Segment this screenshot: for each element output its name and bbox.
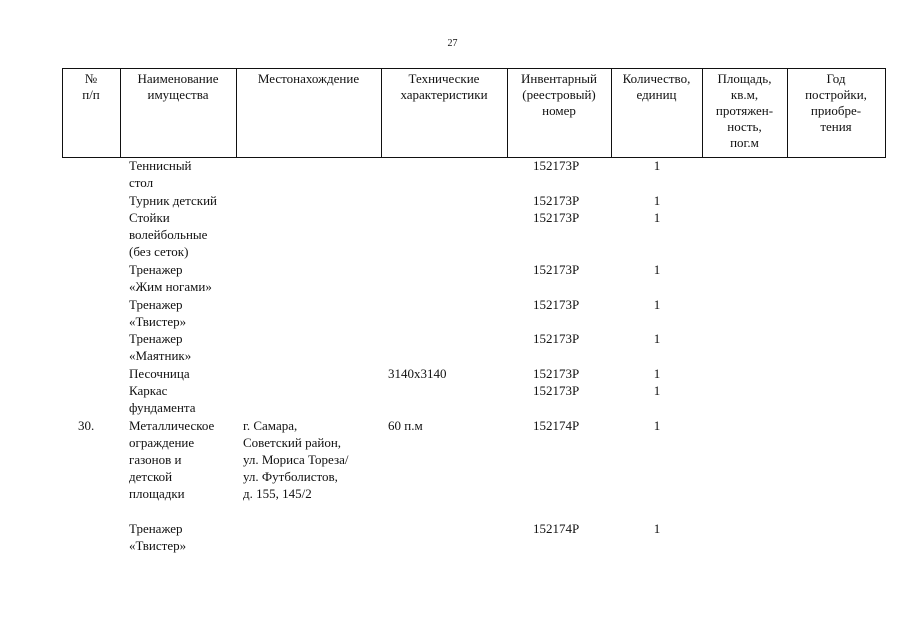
item-name: Тренажер «Твистер» bbox=[129, 521, 187, 553]
header-quantity: Количество, единиц bbox=[622, 71, 691, 102]
table-header bbox=[62, 68, 886, 158]
inventory-number: 152173Р bbox=[533, 331, 580, 346]
inventory-number: 152173Р bbox=[533, 262, 580, 277]
header-location: Местонахождение bbox=[257, 71, 360, 86]
inventory-number: 152174Р bbox=[533, 521, 580, 536]
inventory-number: 152174Р bbox=[533, 418, 580, 433]
header-area: Площадь, кв.м, протяжен- ность, пог.м bbox=[715, 71, 774, 150]
quantity: 1 bbox=[653, 297, 661, 312]
quantity: 1 bbox=[653, 383, 661, 398]
tech-characteristics: 3140х3140 bbox=[388, 366, 447, 381]
header-name: Наименование имущества bbox=[137, 71, 219, 102]
quantity: 1 bbox=[653, 366, 661, 381]
quantity: 1 bbox=[653, 521, 661, 536]
location: г. Самара, Советский район, ул. Мориса Тореза/ ул. Футболистов, д. 155, 145/2 bbox=[243, 418, 349, 501]
quantity: 1 bbox=[653, 262, 661, 277]
inventory-number: 152173Р bbox=[533, 158, 580, 173]
quantity: 1 bbox=[653, 210, 661, 225]
quantity: 1 bbox=[653, 158, 661, 173]
column-divider bbox=[885, 69, 886, 157]
header-inventory: Инвентарный (реестровый) номер bbox=[521, 71, 597, 118]
inventory-number: 152173Р bbox=[533, 383, 580, 398]
header-year: Год постройки, приобре- тения bbox=[805, 71, 867, 134]
quantity: 1 bbox=[653, 331, 661, 346]
header-number: № п/п bbox=[82, 71, 100, 102]
item-name: Каркас фундамента bbox=[129, 383, 196, 415]
item-name: Тренажер «Твистер» bbox=[129, 297, 187, 329]
quantity: 1 bbox=[653, 193, 661, 208]
tech-characteristics: 60 п.м bbox=[388, 418, 423, 433]
header-tech: Технические характеристики bbox=[400, 71, 488, 102]
inventory-number: 152173Р bbox=[533, 210, 580, 225]
item-name: Стойки волейбольные (без сеток) bbox=[129, 210, 208, 259]
page-number: 27 bbox=[447, 38, 458, 49]
inventory-number: 152173Р bbox=[533, 193, 580, 208]
item-name: Теннисный стол bbox=[129, 158, 192, 190]
item-name: Тренажер «Маятник» bbox=[129, 331, 192, 363]
row-number: 30. bbox=[78, 418, 95, 433]
inventory-number: 152173Р bbox=[533, 366, 580, 381]
quantity: 1 bbox=[653, 418, 661, 433]
item-name: Песочница bbox=[129, 366, 190, 381]
inventory-number: 152173Р bbox=[533, 297, 580, 312]
item-name: Тренажер «Жим ногами» bbox=[129, 262, 212, 294]
item-name: Турник детский bbox=[129, 193, 217, 208]
item-name: Металлическое ограждение газонов и детской площадки bbox=[129, 418, 215, 501]
